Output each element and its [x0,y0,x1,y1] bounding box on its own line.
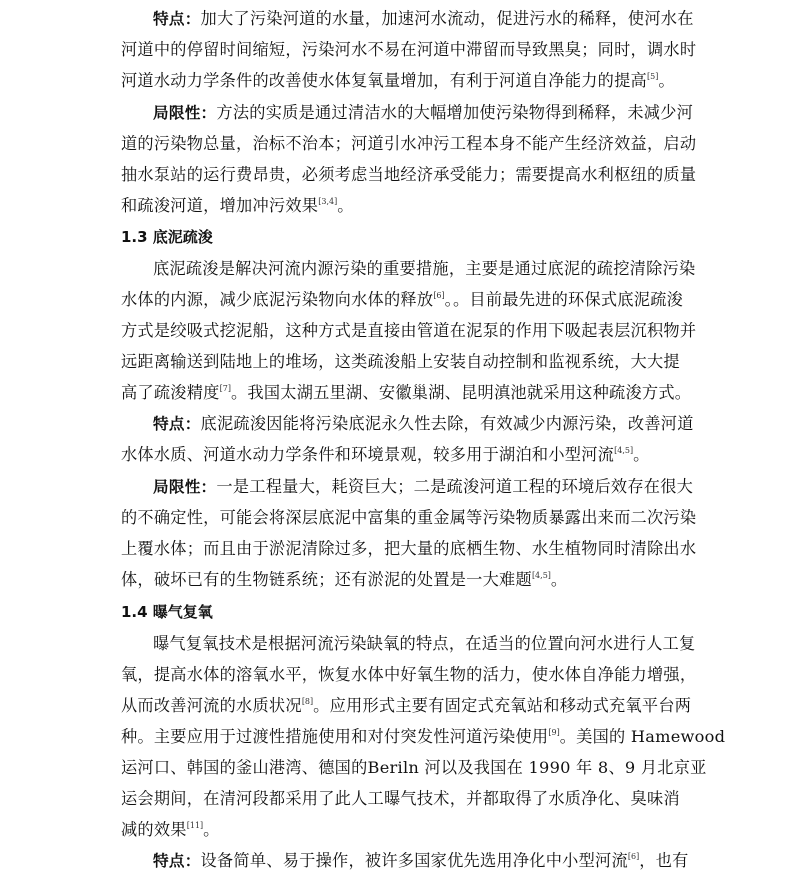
text-line: 运会期间，在清河段都采用了此人工曝气技术，并都取得了水质净化、臭味消 [121,789,680,808]
text-line: 远距离输送到陆地上的堆场，这类疏浚船上安装自动控制和监视系统，大大提 [121,352,680,371]
citation: [11] [186,821,204,830]
paragraph-lead: 特点： [153,10,201,28]
text-line: 特点：底泥疏浚因能将污染底泥永久性去除，有效减少内源污染，改善河道 [153,414,694,433]
text-line: 和疏浚河道，增加冲污效果[3,4]。 [121,196,354,215]
text-line: 抽水泵站的运行费昂贵，必须考虑当地经济承受能力；需要提高水利枢纽的质量 [121,165,697,184]
text-line: 水体水质、河道水动力学条件和环境景观，较多用于湖泊和小型河流[4,5]。 [121,445,650,464]
citation: [6] [627,852,640,861]
text-line: 曝气复氧技术是根据河流污染缺氧的特点，在适当的位置向河水进行人工复 [153,634,696,653]
text-line: 高了疏浚精度[7]。我国太湖五里湖、安徽巢湖、昆明滇池就采用这种疏浚方式。 [121,383,692,402]
citation: [9] [548,728,560,737]
text-line: 道的污染物总量，治标不治本；河道引水冲污工程本身不能产生经济效益，启动 [121,134,697,153]
text-line: 氧，提高水体的溶氧水平，恢复水体中好氧生物的活力，使水体自净能力增强， [121,665,697,684]
text-line: 河道中的停留时间缩短，污染河水不易在河道中滞留而导致黑臭；同时，调水时 [121,40,697,59]
citation: [3,4] [318,197,338,206]
paragraph-lead: 局限性： [153,478,217,496]
text-line: 种。主要应用于过渡性措施使用和对付突发性河道污染使用[9]。美国的 Hamewood [121,727,726,746]
paragraph-lead: 局限性： [153,104,217,122]
text-line: 水体的内源，减少底泥污染物向水体的释放[6]。。目前最先进的环保式底泥疏浚 [121,290,684,309]
section-heading: 1.4 曝气复氧 [121,603,213,621]
paragraph-lead: 特点： [153,852,201,870]
text-line: 运河口、韩国的釜山港湾、德国的Beriln 河以及我国在 1990 年 8、9 月北京亚 [121,758,707,777]
citation: [4,5] [614,446,634,455]
citation: [8] [301,697,314,706]
text-line: 特点：设备简单、易于操作，被许多国家优先选用净化中小型河流[6]，也有 [153,851,689,870]
citation: [4,5] [531,571,551,580]
text-line: 减的效果[11]。 [121,820,220,839]
text-line: 特点：加大了污染河道的水量，加速河水流动，促进污水的稀释，使河水在 [153,9,694,28]
citation: [6] [433,291,445,300]
text-line: 局限性：一是工程量大，耗资巨大；二是疏浚河道工程的环境后效存在很大 [153,477,694,496]
text-line: 河道水动力学条件的改善使水体复氧量增加，有利于河道自净能力的提高[5]。 [121,71,675,90]
citation: [5] [647,72,659,81]
citation: [7] [219,384,231,393]
paragraph-lead: 特点： [153,415,201,433]
section-heading: 1.3 底泥疏浚 [121,228,213,246]
text-line: 从而改善河流的水质状况[8]。应用形式主要有固定式充氧站和移动式充氧平台两 [121,696,692,715]
text-line: 体，破坏已有的生物链系统；还有淤泥的处置是一大难题[4,5]。 [121,570,568,589]
text-line: 局限性：方法的实质是通过清洁水的大幅增加使污染物得到稀释，未减少河 [153,103,694,122]
text-line: 底泥疏浚是解决河流内源污染的重要措施，主要是通过底泥的疏挖清除污染 [153,259,696,278]
text-line: 方式是绞吸式挖泥船，这种方式是直接由管道在泥泵的作用下吸起表层沉积物并 [121,321,697,340]
text-line: 的不确定性，可能会将深层底泥中富集的重金属等污染物质暴露出来而二次污染 [121,508,697,527]
text-line: 上覆水体；而且由于淤泥清除过多，把大量的底栖生物、水生植物同时清除出水 [121,539,697,558]
